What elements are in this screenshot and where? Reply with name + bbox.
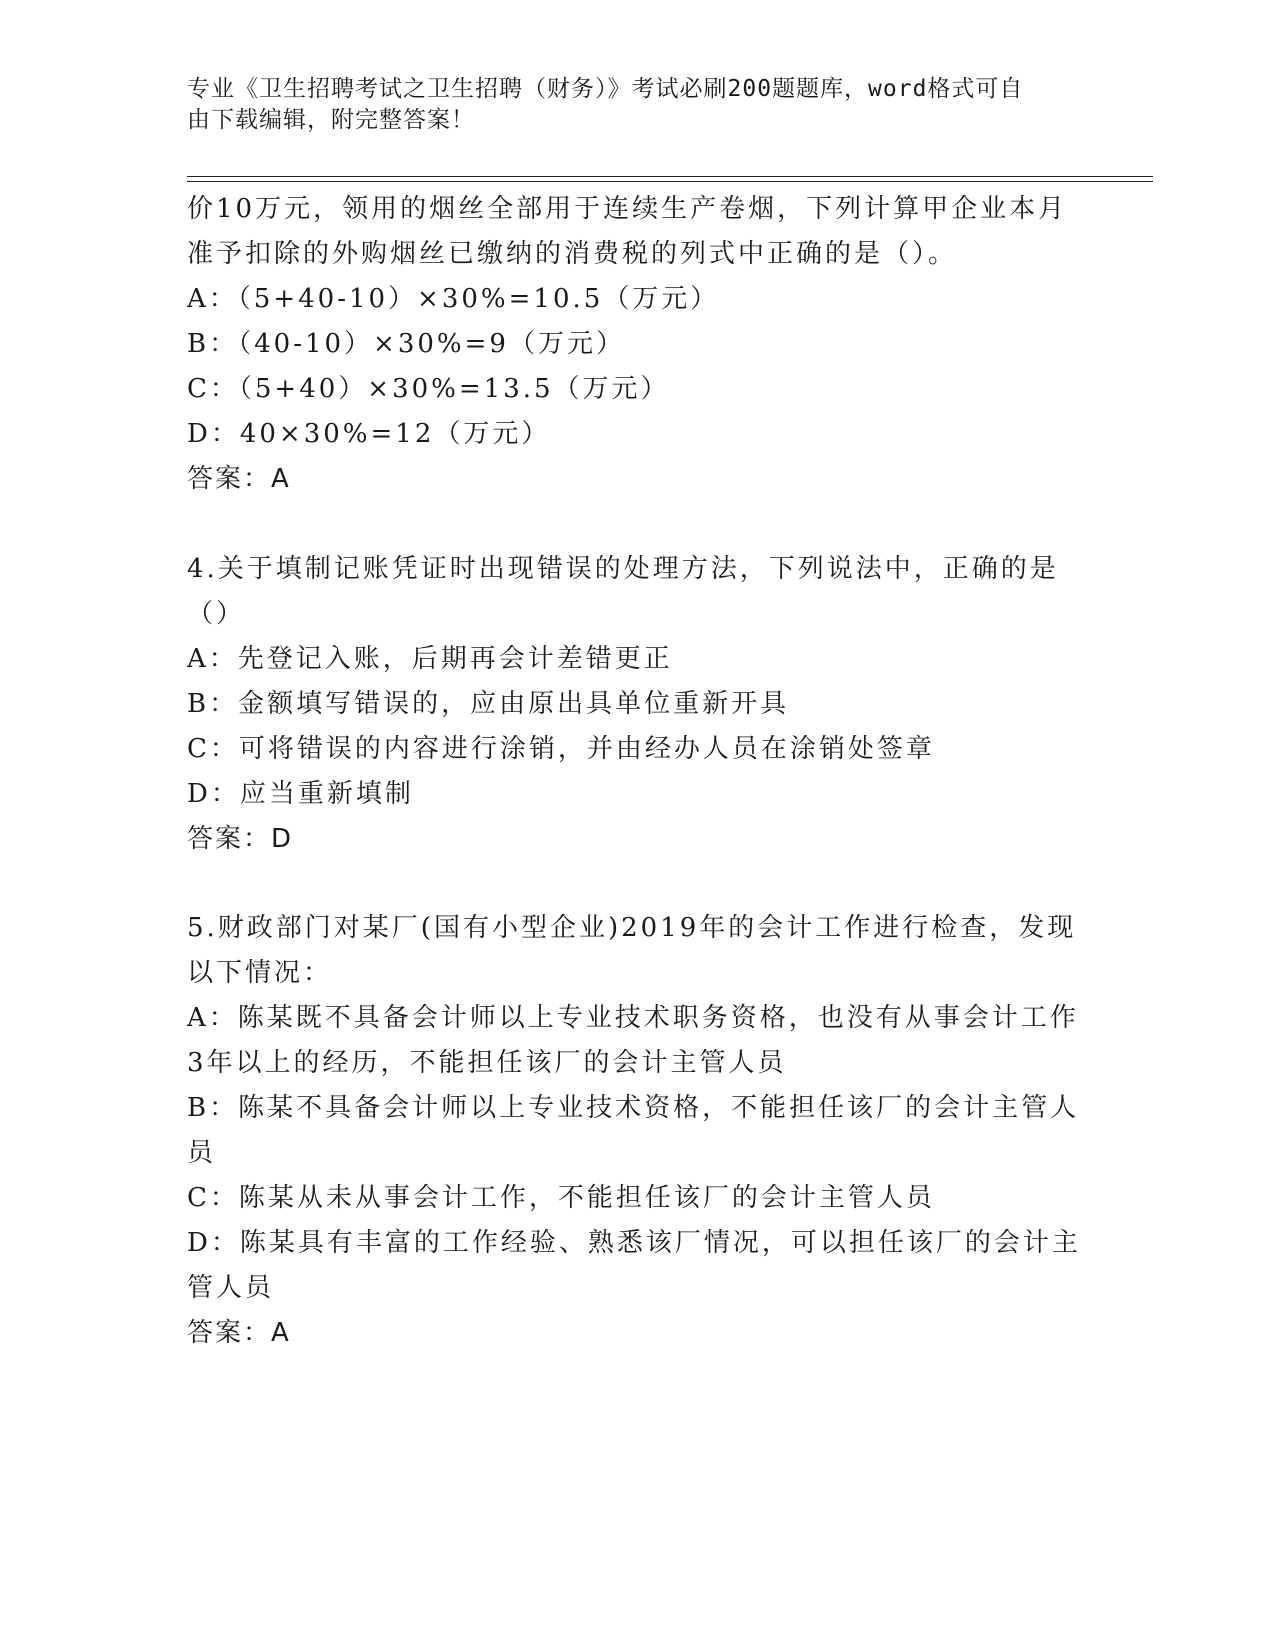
question-stem: 价10万元，领用的烟丝全部用于连续生产卷烟，下列计算甲企业本月 <box>187 194 1068 224</box>
header-rule-bottom <box>187 181 1153 182</box>
option-b: B：陈某不具备会计师以上专业技术资格，不能担任该厂的会计主管人 <box>187 1093 1080 1123</box>
header-rule-top <box>187 176 1153 177</box>
option-b: B：（40-10）×30%=9（万元） <box>187 329 625 359</box>
option-c: C：（5+40）×30%=13.5（万元） <box>187 374 670 404</box>
option-d-continued: 管人员 <box>187 1273 275 1303</box>
option-d: D：陈某具有丰富的工作经验、熟悉该厂情况，可以担任该厂的会计主 <box>187 1228 1081 1258</box>
question-5 <box>187 906 1087 1356</box>
option-c: C：可将错误的内容进行涂销，并由经办人员在涂销处签章 <box>187 734 935 764</box>
question-4 <box>187 547 1087 862</box>
option-d: D：40×30%=12（万元） <box>187 419 551 449</box>
option-d: D：应当重新填制 <box>187 779 414 809</box>
answer: 答案：A <box>187 1318 291 1348</box>
question-3 <box>187 187 1087 502</box>
header-title-line1: 专业《卫生招聘考试之卫生招聘（财务）》考试必刷200题题库，word格式可自 <box>187 76 1024 102</box>
option-a: A：先登记入账，后期再会计差错更正 <box>187 644 673 674</box>
option-b-continued: 员 <box>187 1138 217 1168</box>
header-title-line2: 由下载编辑，附完整答案！ <box>187 107 475 133</box>
option-a: A：（5+40-10）×30%=10.5（万元） <box>187 284 720 314</box>
option-c: C：陈某从未从事会计工作，不能担任该厂的会计主管人员 <box>187 1183 935 1213</box>
question-stem: 以下情况： <box>187 958 333 988</box>
question-stem: 4.关于填制记账凭证时出现错误的处理方法，下列说法中，正确的是 <box>187 554 1059 584</box>
option-a-continued: 3年以上的经历，不能担任该厂的会计主管人员 <box>187 1048 787 1078</box>
document-header <box>187 74 1067 136</box>
question-stem: 准予扣除的外购烟丝已缴纳的消费税的列式中正确的是（）。 <box>187 239 958 269</box>
answer: 答案：D <box>187 824 294 854</box>
question-stem: 5.财政部门对某厂(国有小型企业)2019年的会计工作进行检查，发现 <box>187 913 1077 943</box>
question-stem: （） <box>187 599 246 629</box>
option-b: B：金额填写错误的，应由原出具单位重新开具 <box>187 689 790 719</box>
option-a: A：陈某既不具备会计师以上专业技术职务资格，也没有从事会计工作 <box>187 1003 1079 1033</box>
answer: 答案：A <box>187 464 291 494</box>
